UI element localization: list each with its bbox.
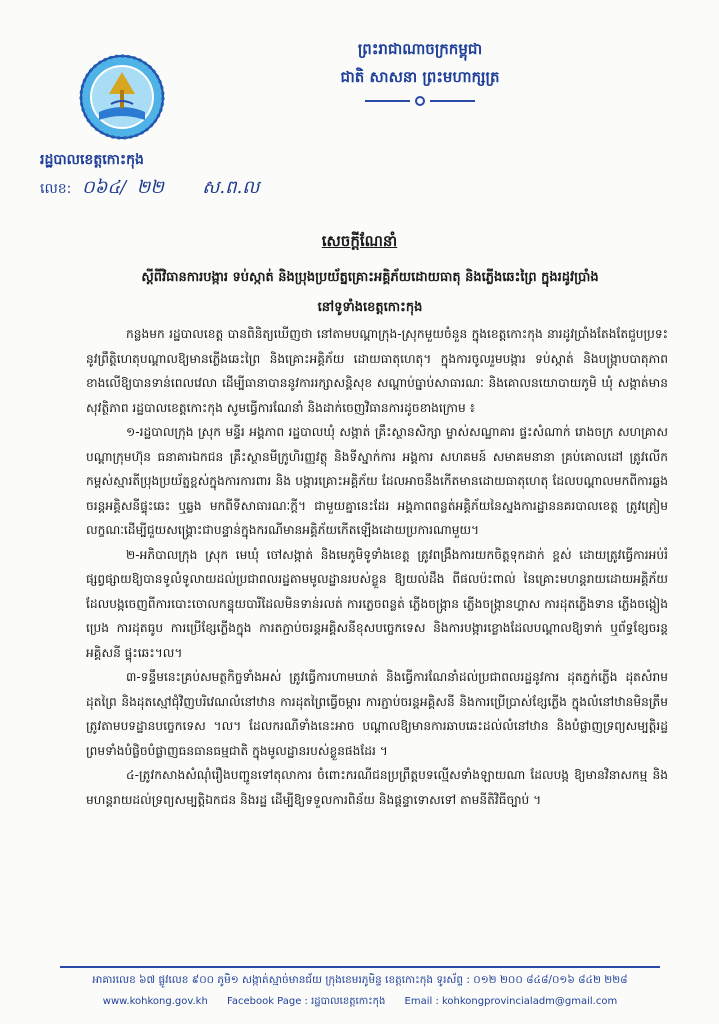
paragraph-1: ១-រដ្ឋបាលក្រុង ស្រុក មន្ទីរ អង្គភាព រដ្ឋបាលឃុំ សង្កាត់ គ្រឹះស្ថានសិក្សា ម្ចាស់សណ្ឋាគារ ផ្ទះសំណាក់ រោងចក្រ សហគ្រាស បណ្ដាក្រុមហ៊ុន ធនាគារឯកជន គ្រឹះស្ថានមីក្រូហិរញ្ញវត្ថុ និងទីស្នាក់ការ អង្គការ សហគមន៍ សមាគមនានា គ្រប់គោលដៅ ត្រូវលើកកម្ពស់ស្មារតីប្រុងប្រយ័ត្នខ្ពស់ក្នុងការការពារ និង បង្ការគ្រោះអគ្គិភ័យ ដែលអាចនឹងកើតមានដោយធាតុហេតុ ដែលបណ្ដាលមកពីការឆ្លងចរន្តអគ្គិសនីផ្ទុះឆេះ ឬឆ្លង មកពីទីសាធារណៈក្ដី។ ជាមួយគ្នានេះដែរ អង្គភាពពន្លត់អគ្គិភ័យនៃស្នងការដ្ឋាននគរបាលខេត្ត ត្រូវត្រៀម លក្ខណៈដើម្បីជួយសង្គ្រោះជាបន្ទាន់ក្នុងករណីមានអគ្គិភ័យកើតឡើងដោយប្រការណាមួយ។ <box>86 425 668 537</box>
issuing-authority: រដ្ឋបាលខេត្តកោះកុង <box>40 152 144 168</box>
national-motto: ជាតិ សាសនា ព្រះមហាក្សត្រ <box>340 68 500 86</box>
paragraph-4: ៤-ត្រូវកសាងសំណុំរឿងបញ្ជូនទៅតុលាការ ចំពោះករណីជនប្រព្រឹត្តបទល្មើសទាំងឡាយណា ដែលបង្ក ឱ្យមានវិនាសកម្ម និងមហន្តរាយដល់ទ្រព្យសម្បត្តិឯកជន និងរដ្ឋ ដើម្បីឱ្យទទួលការពិន័យ និងផ្ដន្ទាទោសទៅ តាមនីតិវិធីច្បាប់ ។ <box>86 768 668 807</box>
footer-address: អាគារលេខ ៦៧ ផ្លូវលេខ ៩០០ ភូមិ១ សង្កាត់ស្មាច់មានជ័យ ក្រុងខេមរភូមិន្ទ ខេត្តកោះកុង ទូរស័ព្ទ : ០១២ ២០០ ៨៤៨/០១៦ ៨៤២ ២២៨ <box>92 974 628 986</box>
subject-line-1: ស្តីពីវិធានការបង្ការ ទប់ស្កាត់ និងប្រុងប្រយ័ត្នគ្រោះអគ្គិភ័យដោយធាតុ និងភ្លើងឆេះព្រៃ ក្នុងរដូវប្រាំង <box>141 270 599 285</box>
kingdom-header <box>290 40 550 112</box>
intro-paragraph: កន្លងមក រដ្ឋបាលខេត្ត បានពិនិត្យឃើញថា នៅតាមបណ្ដាក្រុង-ស្រុកមួយចំនួន ក្នុងខេត្តកោះកុង នារដូវប្រាំងតែងតែជួបប្រទះនូវព្រឹត្តិហេតុបណ្ដាលឱ្យមានភ្លើងឆេះព្រៃ និងគ្រោះអគ្គិភ័យ ដោយធាតុហេតុ។ ក្នុងការចូលរួមបង្ការ ទប់ស្កាត់ និងបង្ក្រាបបាតុភាពខាងលើឱ្យបានទាន់ពេលវេលា ដើម្បីធានាបាននូវការរក្សាសន្តិសុខ សណ្ដាប់ធ្នាប់សាធារណៈ និងគោលនយោបាយភូមិ ឃុំ សង្កាត់មានសុវត្ថិភាព រដ្ឋបាលខេត្តកោះកុង សូមធ្វើការណែនាំ និងដាក់ចេញវិធានការដូចខាងក្រោម ៖ <box>86 327 668 415</box>
subject-line-2: នៅទូទាំងខេត្តកោះកុង <box>317 300 423 315</box>
facebook-link[interactable]: Facebook Page : រដ្ឋបាលខេត្តកោះកុង <box>227 996 386 1007</box>
provincial-emblem-icon <box>79 54 165 140</box>
document-title: សេចក្តីណែនាំ <box>321 232 398 250</box>
paragraph-3: ៣-ទន្ទឹមនេះគ្រប់សមត្ថកិច្ចទាំងអស់ ត្រូវធ្វើការហាមឃាត់ និងធ្វើការណែនាំដល់ប្រជាពលរដ្ឋនូវការ ដុតភ្នក់ភ្លើង ដុតសំរាម ដុតព្រៃ និងដុតស្មៅជុំវិញបរិវេណលំនៅឋាន ការដុតព្រៃធ្វើចម្ការ ការភ្ជាប់ចរន្តអគ្គិសនី និងការប្រើប្រាស់ខ្សែភ្លើង ក្នុងលំនៅឋានមិនត្រឹមត្រូវតាមបទដ្ឋានបច្ចេកទេស ។ល។ ដែលករណីទាំងនេះអាច បណ្ដាលឱ្យមានការឆាបឆេះដល់លំនៅឋាន និងបំផ្លាញទ្រព្យសម្បត្តិរដ្ឋ ព្រមទាំងបំផ្លិចបំផ្លាញធនធានធម្មជាតិ ក្នុងមូលដ្ឋានរបស់ខ្លួនផងដែរ ។ <box>86 670 668 758</box>
ornament-divider-icon <box>365 96 475 106</box>
footer-links <box>60 994 660 1009</box>
paragraph-2: ២-អភិបាលក្រុង ស្រុក មេឃុំ ចៅសង្កាត់ និងមេភូមិទូទាំងខេត្ត ត្រូវពង្រឹងការយកចិត្តទុកដាក់ ខ្ពស់ ដោយត្រូវធ្វើការអប់រំផ្សព្វផ្សាយឱ្យបានទូលំទូលាយដល់ប្រជាពលរដ្ឋតាមមូលដ្ឋានរបស់ខ្លួន ឱ្យយល់ដឹង ពីផលប៉ះពាល់ នៃគ្រោះមហន្តរាយដោយអគ្គិភ័យ ដែលបង្កចេញពីការបោះចោលកន្ទុយបារីដែលមិនទាន់រលត់ ការភ្លេចពន្លត់ ភ្លើងចង្រ្កាន ភ្លើងចង្រ្កានហ្គាស ការដុតភ្លើងទាន ភ្លើងចង្កៀងប្រេង ការដុតធូប ការប្រើខ្សែភ្លើងក្នុង ការតភ្ជាប់ចរន្តអគ្គិសនីខុសបច្ចេកទេស និងការបង្ការខ្លោងដែលបណ្ដាលឱ្យទាក់ ឬព័ទ្ធខ្សែចរន្តអគ្គិសនី ផ្ទុះឆេះ។ល។ <box>86 547 668 660</box>
email-link[interactable]: Email : kohkongprovincialadm@gmail.com <box>404 996 618 1007</box>
ref-number: ០៦៤/ <box>81 177 127 198</box>
ref-suffix: ស.ព.ល <box>202 177 260 198</box>
ref-year: ២២ <box>136 177 164 198</box>
kingdom-title: ព្រះរាជាណាចក្រកម្ពុជា <box>357 40 483 58</box>
document-subject <box>90 263 650 323</box>
website-link[interactable]: www.kohkong.gov.kh <box>102 996 208 1007</box>
footer-divider <box>60 966 660 968</box>
reference-number <box>40 175 280 202</box>
ref-label: លេខ: <box>40 181 72 197</box>
document-body <box>86 322 668 812</box>
